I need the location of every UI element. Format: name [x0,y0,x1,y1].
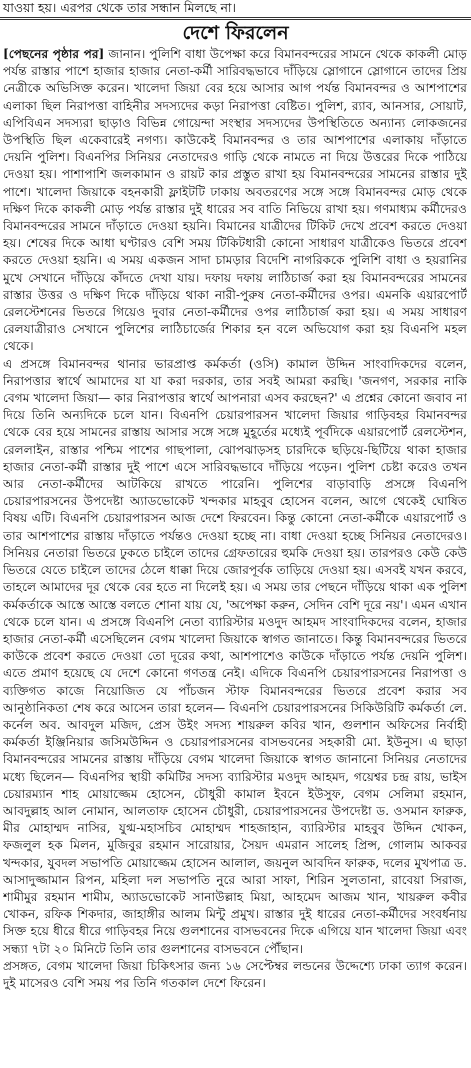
continuation-kicker: [পেছনের পৃষ্ঠার পর] [3,47,105,61]
paragraph-text: জানান। পুলিশি বাধা উপেক্ষা করে বিমানবন্দরের সামনে থেকে কাকলী মোড় পর্যন্ত রাস্তার পাশে হাজার হাজার নেতা-কর্মী সারিবদ্ধভাবে দাঁড়িয়ে স্লোগানে স্লোগানে তাদের প্রিয় নেত্রীকে অভিসিক্ত করেন। খালেদা জিয়া বের হয়ে আসার আগ পর্যন্ত বিমানবন্দর ও আশপাশের এলাকা ছিল নিরাপত্তা বাহিনীর সদস্যদের কড়া নিরাপত্তা বেষ্টিত। পুলিশ, র‌্যাব, আনসার, সোয়াট, এপিবিএন সদস্যরা ছাড়াও বিভিন্ন গোয়েন্দা সংস্থার সদস্যদের উপস্থিতিতে অন্যান্য লোকজনের উপস্থিতি ছিল একেবারেই নগণ্য। কাউকেই বিমানবন্দর ও তার আশপাশের এলাকায় দাঁড়াতে দেয়নি পুলিশ। বিএনপির সিনিয়র নেতাদেরও গাড়ি থেকে নামতে না দিয়ে উত্তরের দিকে পাঠিয়ে দেওয়া হয়। পাশাপাশি জলকামান ও রায়ট কার প্রস্তুত রাখা হয় বিমানবন্দরের সামনের রাস্তার দুই পাশে। খালেদা জিয়াকে বহনকারী ফ্লাইটটি ঢাকায় অবতরণের সঙ্গে সঙ্গে বিমানবন্দর মোড় থেকে দক্ষিণ দিকে কাকলী মোড় পর্যন্ত রাস্তার দুই ধারের সব বাতি নিভিয়ে রাখা হয়। গণমাধ্যম কর্মীদেরও বিমানবন্দরের সামনে দাঁড়াতে দেওয়া হয়নি। বিমানের যাত্রীদের টিকিট দেখে প্রবেশ করতে দেওয়া হয়। শেষের দিকে আধা ঘণ্টারও বেশি সময় টিকিটধারী কোনো সাধারণ যাত্রীকেও ভিতরে প্রবেশ করতে দেওয়া হয়নি। এ সময় একজন সাদা চামড়ার বিদেশি নাগরিককে পুলিশি বাধা ও হয়রানির মুখে সেখানে দাঁড়িয়ে কাঁদতে দেখা যায়। দফায় দফায় লাঠিচার্জ করা হয় বিমানবন্দরের সামনের রাস্তার উত্তর ও দক্ষিণ দিকে দাঁড়িয়ে থাকা নারী-পুরুষ নেতা-কর্মীদের ওপর। এমনকি এয়ারপোর্ট রেলস্টেশনের ভিতরে গিয়েও দুবার নেতা-কর্মীদের ওপর লাঠিচার্জ করা হয়। এ সময় সাধারণ রেলযাত্রীরাও সেখানে পুলিশের লাঠিচার্জের শিকার হন বলে অভিযোগ করা হয় বিএনপি মহল থেকে। [3,47,467,354]
article-paragraph [3,46,467,356]
divider-rule [0,17,471,18]
article-body [3,46,467,1064]
article-paragraph: প্রসঙ্গত, বেগম খালেদা জিয়া চিকিৎসার জন্য ১৬ সেপ্টেম্বর লন্ডনের উদ্দেশ্যে ঢাকা ত্যাগ করেন। দুই মাসেরও বেশি সময় পর তিনি গতকাল দেশে ফিরেন। [3,958,467,990]
previous-article-fragment: যাওয়া হয়। এরপর থেকে তার সন্ধান মিলছে না। [3,0,237,15]
divider-rule [0,19,471,20]
article-paragraph: এ প্রসঙ্গে বিমানবন্দর থানার ভারপ্রাপ্ত কর্মকর্তা (ওসি) কামাল উদ্দিন সাংবাদিকদের বলেন, নিরাপত্তার স্বার্থে আমাদের যা যা করা দরকার, তার সবই আমরা করছি। 'জনগণ, সরকার নাকি বেগম খালেদা জিয়া— কার নিরাপত্তার স্বার্থে আপনারা এসব করছেন?' এ প্রশ্নের কোনো জবাব না দিয়ে তিনি অন্যদিকে চলে যান। বিএনপি চেয়ারপারসন খালেদা জিয়ার গাড়িবহর বিমানবন্দর থেকে বের হয়ে সামনের রাস্তায় আসার সঙ্গে সঙ্গে মুহূর্তের মধ্যেই পূর্বদিকে এয়ারপোর্ট রেলস্টেশন, রেললাইন, রাস্তার পশ্চিম পাশের গাছপালা, ঝোপঝাড়সহ চারদিকে ছড়িয়ে-ছিটিয়ে থাকা হাজার হাজার নেতা-কর্মী রাস্তার দুই পাশে এসে সারিবদ্ধভাবে দাঁড়িয়ে পড়েন। পুলিশ চেষ্টা করেও তখন আর নেতা-কর্মীদের আটকিয়ে রাখতে পারেনি। পুলিশের বাড়াবাড়ি প্রসঙ্গে বিএনপি চেয়ারপারসনের উপদেষ্টা অ্যাডভোকেট খন্দকার মাহবুব হোসেন বলেন, আগে থেকেই ঘোষিত বিষয় এটি। বিএনপি চেয়ারপারসন আজ দেশে ফিরবেন। কিন্তু কোনো নেতা-কর্মীকে এয়ারপোর্ট ও তার আশপাশের রাস্তায় দাঁড়াতে পর্যন্তও দেওয়া হচ্ছে না। বাধা দেওয়া হচ্ছে সিনিয়র নেতাদেরও। সিনিয়র নেতারা ভিতরে ঢুকতে চাইলে তাদের গ্রেফতারের হুমকি দেওয়া হয়। তারপরও কেউ কেউ ভিতরে যেতে চাইলে তাদের ঠেলে ধাক্কা দিয়ে জোরপূর্বক তাড়িয়ে দেওয়া হয়। এসবই যখন করবে, তাহলে আমাদের দূর থেকে বের হতে না দিলেই হয়। এ সময় তার পেছনে দাঁড়িয়ে থাকা এক পুলিশ কর্মকর্তাকে আস্তে আস্তে বলতে শোনা যায় যে, 'অপেক্ষা করুন, সেদিন বেশি দূরে নয়'। এমন এখান থেকে চলে যান। এ প্রসঙ্গে বিএনপি নেতা ব্যারিস্টার মওদুদ আহমদ সাংবাদিকদের বলেন, হাজার হাজার নেতা-কর্মী এসেছিলেন বেগম খালেদা জিয়াকে স্বাগত জানাতে। কিন্তু বিমানবন্দরের ভিতরে কাউকে প্রবেশ করতে দেওয়া তো দূরের কথা, আশপাশেও কাউকে দাঁড়াতে পর্যন্ত দেয়নি পুলিশ। এতে প্রমাণ হয়েছে যে দেশে কোনো গণতন্ত্র নেই। এদিকে বিএনপি চেয়ারপারসনের নিরাপত্তা ও ব্যক্তিগত কাজে নিয়োজিত যে পাঁচজন স্টাফ বিমানবন্দরের ভিতরে প্রবেশ করার সব আনুষ্ঠানিকতা শেষ করে আসেন তারা হলেন— বিএনপি চেয়ারপারসনের সিকিউরিটি কর্মকর্তা লে. কর্নেল অব. আবদুল মজিদ, প্রেস উইং সদস্য শায়রুল কবির খান, গুলশান অফিসের নির্বাহী কর্মকর্তা ইঞ্জিনিয়ার জসিমউদ্দিন ও চেয়ারপারসনের বাসভবনের সহকারী মো. ইউনুস। এ ছাড়া বিমানবন্দরের সামনের রাস্তায় দাঁড়িয়ে বেগম খালেদা জিয়াকে স্বাগত জানানো সিনিয়র নেতাদের মধ্যে ছিলেন— বিএনপির স্থায়ী কমিটির সদস্য ব্যারিস্টার মওদুদ আহমদ, গয়েশ্বর চন্দ্র রায়, ভাইস চেয়ারম্যান শাহ মোয়াজ্জেম হোসেন, চৌধুরী কামাল ইবনে ইউসুফ, বেগম সেলিমা রহমান, আবদুল্লাহ আল নোমান, আলতাফ হোসেন চৌধুরী, চেয়ারপারসনের উপদেষ্টা ড. ওসমান ফারুক, মীর মোহাম্মদ নাসির, যুগ্ম-মহাসচিব মোহাম্মদ শাহজাহান, ব্যারিস্টার মাহবুব উদ্দিন খোকন, ফজলুল হক মিলন, মুজিবুর রহমান সারোয়ার, সৈয়দ এমরান সালেহ প্রিন্স, গোলাম আকবর খন্দকার, যুবদল সভাপতি মোয়াজ্জেম হোসেন আলাল, জয়নুল আবদিন ফারুক, দলের মুখপাত্র ড. আসাদুজ্জামান রিপন, মহিলা দল সভাপতি নুরে আরা সাফা, শিরিন সুলতানা, রাবেয়া সিরাজ, শামীমুর রহমান শামীম, অ্যাডভোকেট সানাউল্লাহ মিয়া, আহমেদ আজম খান, খায়রুল কবীর খোকন, রফিক শিকদার, জাহাঙ্গীর আলম মিন্টু প্রমুখ। রাস্তার দুই ধারের নেতা-কর্মীদের সংবর্ধনায় সিক্ত হয়ে ধীরে ধীরে গাড়িবহর নিয়ে গুলশানের বাসভবনের দিকে এগিয়ে যান খালেদা জিয়া এবং সন্ধ্যা ৭টা ২০ মিনিটে তিনি তার গুলশানের বাসভবনে পৌঁছান। [3,356,467,956]
article-headline: দেশে ফিরলেন [182,22,289,44]
